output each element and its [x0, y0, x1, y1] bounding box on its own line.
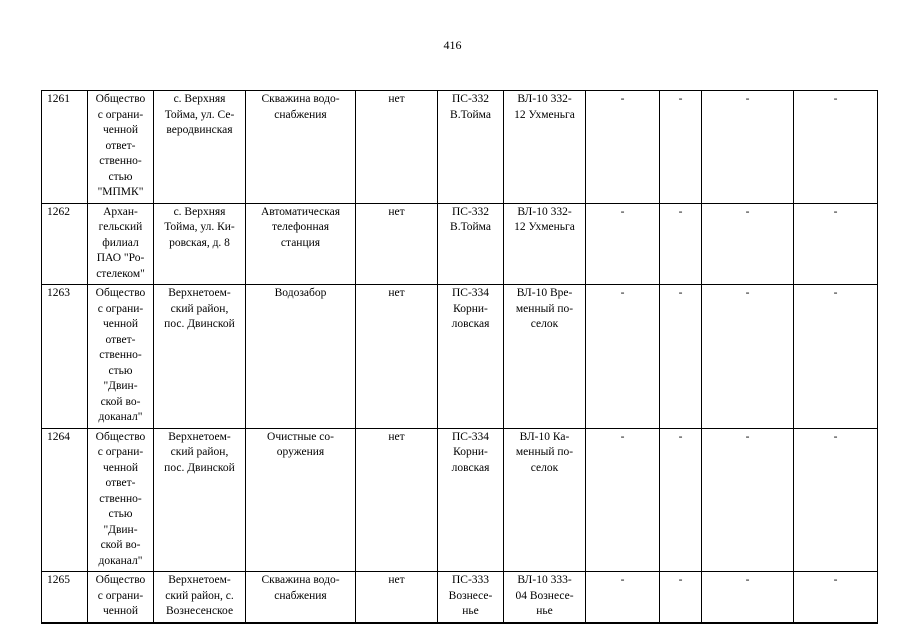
- cell-text-line: 04 Вознесе-: [515, 589, 574, 602]
- value-cell-8: [586, 572, 660, 623]
- cell-text-line: нет: [388, 574, 405, 586]
- reserve-cell: [356, 203, 438, 285]
- value-cell-11: [794, 91, 878, 204]
- substation-cell: [438, 91, 504, 204]
- cell-text-line: -: [620, 287, 625, 299]
- cell-text-line: ченной: [102, 318, 139, 330]
- cell-text-line: нье: [536, 605, 553, 617]
- value-cell-8: [586, 91, 660, 204]
- cell-text-line: с ограни-: [97, 589, 144, 602]
- cell-text-line: Общество: [95, 574, 146, 586]
- cell-text-line: ченной: [102, 124, 139, 136]
- value-cell-8: [586, 203, 660, 285]
- value-cell-8: [586, 428, 660, 572]
- cell-text-line: ПС-334: [451, 430, 490, 443]
- substation-cell: [438, 203, 504, 285]
- cell-text-line: пос. Двинской: [164, 461, 235, 474]
- cell-text-line: ственно-: [99, 155, 142, 167]
- cell-text-line: ченной: [102, 461, 139, 474]
- cell-text-line: Верхнетоем-: [168, 430, 231, 443]
- cell-text-line: филиал: [102, 236, 139, 249]
- cell-text-line: Верхнетоем-: [168, 574, 231, 586]
- cell-text-line: -: [745, 205, 750, 218]
- line-cell: [504, 572, 586, 623]
- cell-text-line: ский район,: [170, 302, 229, 315]
- cell-text-line: -: [678, 430, 683, 443]
- cell-text-line: нет: [388, 205, 405, 218]
- owner-cell: [88, 428, 154, 572]
- cell-text-line: Корни-: [453, 302, 488, 315]
- cell-text-line: Вознесенское: [165, 605, 234, 617]
- cell-text-line: ПС-332: [451, 93, 490, 105]
- row-number-cell: 1264: [42, 428, 88, 572]
- owner-cell: [88, 572, 154, 623]
- cell-text-line: пос. Двинской: [164, 318, 235, 330]
- cell-text-line: Автоматическая: [260, 205, 341, 218]
- address-cell: [154, 91, 246, 204]
- value-cell-11: [794, 285, 878, 429]
- value-cell-9: [660, 428, 702, 572]
- substation-cell: [438, 428, 504, 572]
- cell-text-line: нье: [462, 605, 479, 617]
- value-cell-10: [702, 428, 794, 572]
- line-cell: [504, 428, 586, 572]
- row-number-cell: 1265: [42, 572, 88, 623]
- cell-text-line: оружения: [276, 446, 325, 458]
- cell-text-line: -: [833, 93, 838, 105]
- object-cell: [246, 285, 356, 429]
- cell-text-line: -: [833, 430, 838, 443]
- value-cell-10: [702, 203, 794, 285]
- reserve-cell: [356, 285, 438, 429]
- row-number-cell: 1263: [42, 285, 88, 429]
- cell-text-line: Верхнетоем-: [168, 287, 231, 299]
- cell-text-line: -: [745, 430, 750, 443]
- cell-text-line: -: [833, 287, 838, 299]
- address-cell: [154, 285, 246, 429]
- line-cell: [504, 285, 586, 429]
- object-cell: [246, 203, 356, 285]
- value-cell-10: [702, 91, 794, 204]
- cell-text-line: Тойма, ул. Се-: [164, 108, 235, 121]
- table-row: [42, 428, 878, 572]
- cell-text-line: ской во-: [100, 395, 141, 408]
- owner-cell: [88, 91, 154, 204]
- cell-text-line: -: [745, 574, 750, 586]
- cell-text-line: нет: [388, 93, 405, 105]
- cell-text-line: снабжения: [274, 589, 327, 602]
- table-row: [42, 285, 878, 429]
- cell-text-line: с ограни-: [97, 446, 144, 458]
- cell-text-line: ПАО "Ро-: [96, 252, 145, 264]
- cell-text-line: Водозабор: [274, 287, 327, 299]
- value-cell-9: [660, 203, 702, 285]
- cell-text-line: Общество: [95, 287, 146, 299]
- cell-text-line: стью: [108, 170, 133, 183]
- address-cell: [154, 203, 246, 285]
- cell-text-line: 12 Ухменьга: [514, 108, 575, 121]
- cell-text-line: станция: [280, 236, 321, 249]
- cell-text-line: нет: [388, 287, 405, 299]
- value-cell-11: [794, 203, 878, 285]
- cell-text-line: ровская, д. 8: [169, 236, 230, 249]
- cell-text-line: ВЛ-10 332-: [517, 93, 572, 105]
- value-cell-8: [586, 285, 660, 429]
- cell-text-line: Общество: [95, 93, 146, 105]
- value-cell-10: [702, 285, 794, 429]
- substation-cell: [438, 572, 504, 623]
- value-cell-9: [660, 285, 702, 429]
- cell-text-line: ВЛ-10 333-: [517, 574, 572, 586]
- line-cell: [504, 91, 586, 204]
- cell-text-line: ПС-333: [451, 574, 490, 586]
- cell-text-line: телефонная: [271, 221, 330, 233]
- cell-text-line: доканал": [98, 411, 143, 423]
- line-cell: [504, 203, 586, 285]
- cell-text-line: -: [620, 574, 625, 586]
- cell-text-line: -: [833, 205, 838, 218]
- cell-text-line: -: [620, 205, 625, 218]
- cell-text-line: ответ-: [105, 477, 136, 489]
- cell-text-line: селок: [530, 461, 559, 474]
- value-cell-11: [794, 572, 878, 623]
- cell-text-line: селок: [530, 318, 559, 330]
- cell-text-line: стелеком": [96, 267, 145, 280]
- cell-text-line: ственно-: [99, 349, 142, 361]
- row-number-cell: 1261: [42, 91, 88, 204]
- cell-text-line: -: [620, 430, 625, 443]
- cell-text-line: 12 Ухменьга: [514, 221, 575, 233]
- value-cell-9: [660, 91, 702, 204]
- cell-text-line: с. Верхняя: [173, 93, 226, 105]
- table-row: [42, 572, 878, 623]
- cell-text-line: ответ-: [105, 333, 136, 346]
- cell-text-line: -: [745, 93, 750, 105]
- cell-text-line: -: [678, 287, 683, 299]
- cell-text-line: В.Тойма: [450, 108, 491, 121]
- cell-text-line: Архан-: [103, 205, 138, 218]
- cell-text-line: Вознесе-: [448, 589, 493, 602]
- cell-text-line: менный по-: [515, 302, 574, 315]
- reserve-cell: [356, 428, 438, 572]
- cell-text-line: ПС-334: [451, 287, 490, 299]
- cell-text-line: ченной: [102, 605, 139, 617]
- cell-text-line: "Двин-: [103, 523, 138, 536]
- reserve-cell: [356, 572, 438, 623]
- cell-text-line: Скважина водо-: [261, 93, 340, 105]
- cell-text-line: с ограни-: [97, 302, 144, 315]
- address-cell: [154, 572, 246, 623]
- cell-text-line: нет: [388, 430, 405, 443]
- cell-text-line: ВЛ-10 Ка-: [519, 430, 570, 443]
- cell-text-line: -: [620, 93, 625, 105]
- object-cell: [246, 428, 356, 572]
- cell-text-line: гельский: [98, 221, 143, 233]
- cell-text-line: Скважина водо-: [261, 574, 340, 586]
- cell-text-line: -: [678, 574, 683, 586]
- cell-text-line: снабжения: [274, 108, 327, 121]
- cell-text-line: менный по-: [515, 446, 574, 458]
- owner-cell: [88, 285, 154, 429]
- cell-text-line: ский район,: [170, 446, 229, 458]
- cell-text-line: Тойма, ул. Ки-: [164, 221, 235, 233]
- cell-text-line: -: [833, 574, 838, 586]
- cell-text-line: В.Тойма: [450, 221, 491, 233]
- reserve-cell: [356, 91, 438, 204]
- value-cell-10: [702, 572, 794, 623]
- cell-text-line: ский район, с.: [165, 589, 234, 602]
- cell-text-line: ловская: [451, 461, 490, 474]
- cell-text-line: доканал": [98, 554, 143, 567]
- cell-text-line: "МПМК": [97, 186, 144, 198]
- table-body: [42, 91, 878, 623]
- cell-text-line: ВЛ-10 332-: [517, 205, 572, 218]
- cell-text-line: ПС-332: [451, 205, 490, 218]
- substation-cell: [438, 285, 504, 429]
- cell-text-line: ловская: [451, 318, 490, 330]
- cell-text-line: -: [745, 287, 750, 299]
- cell-text-line: ственно-: [99, 492, 142, 505]
- cell-text-line: с. Верхняя: [173, 205, 226, 218]
- cell-text-line: Очистные со-: [267, 430, 334, 443]
- address-cell: [154, 428, 246, 572]
- cell-text-line: стью: [108, 364, 133, 377]
- cell-text-line: веродвинская: [166, 124, 233, 136]
- cell-text-line: с ограни-: [97, 108, 144, 121]
- owner-cell: [88, 203, 154, 285]
- cell-text-line: ответ-: [105, 139, 136, 152]
- page-number: 416: [443, 38, 462, 52]
- cell-text-line: стью: [108, 508, 133, 520]
- cell-text-line: Корни-: [453, 446, 488, 458]
- cell-text-line: "Двин-: [103, 380, 138, 392]
- object-cell: [246, 572, 356, 623]
- cell-text-line: ВЛ-10 Вре-: [516, 287, 573, 299]
- cell-text-line: Общество: [95, 430, 146, 443]
- connections-table: [41, 90, 878, 624]
- value-cell-11: [794, 428, 878, 572]
- cell-text-line: -: [678, 93, 683, 105]
- value-cell-9: [660, 572, 702, 623]
- table-row: [42, 203, 878, 285]
- cell-text-line: -: [678, 205, 683, 218]
- object-cell: [246, 91, 356, 204]
- table-row: [42, 91, 878, 204]
- cell-text-line: ской во-: [100, 539, 141, 551]
- row-number-cell: 1262: [42, 203, 88, 285]
